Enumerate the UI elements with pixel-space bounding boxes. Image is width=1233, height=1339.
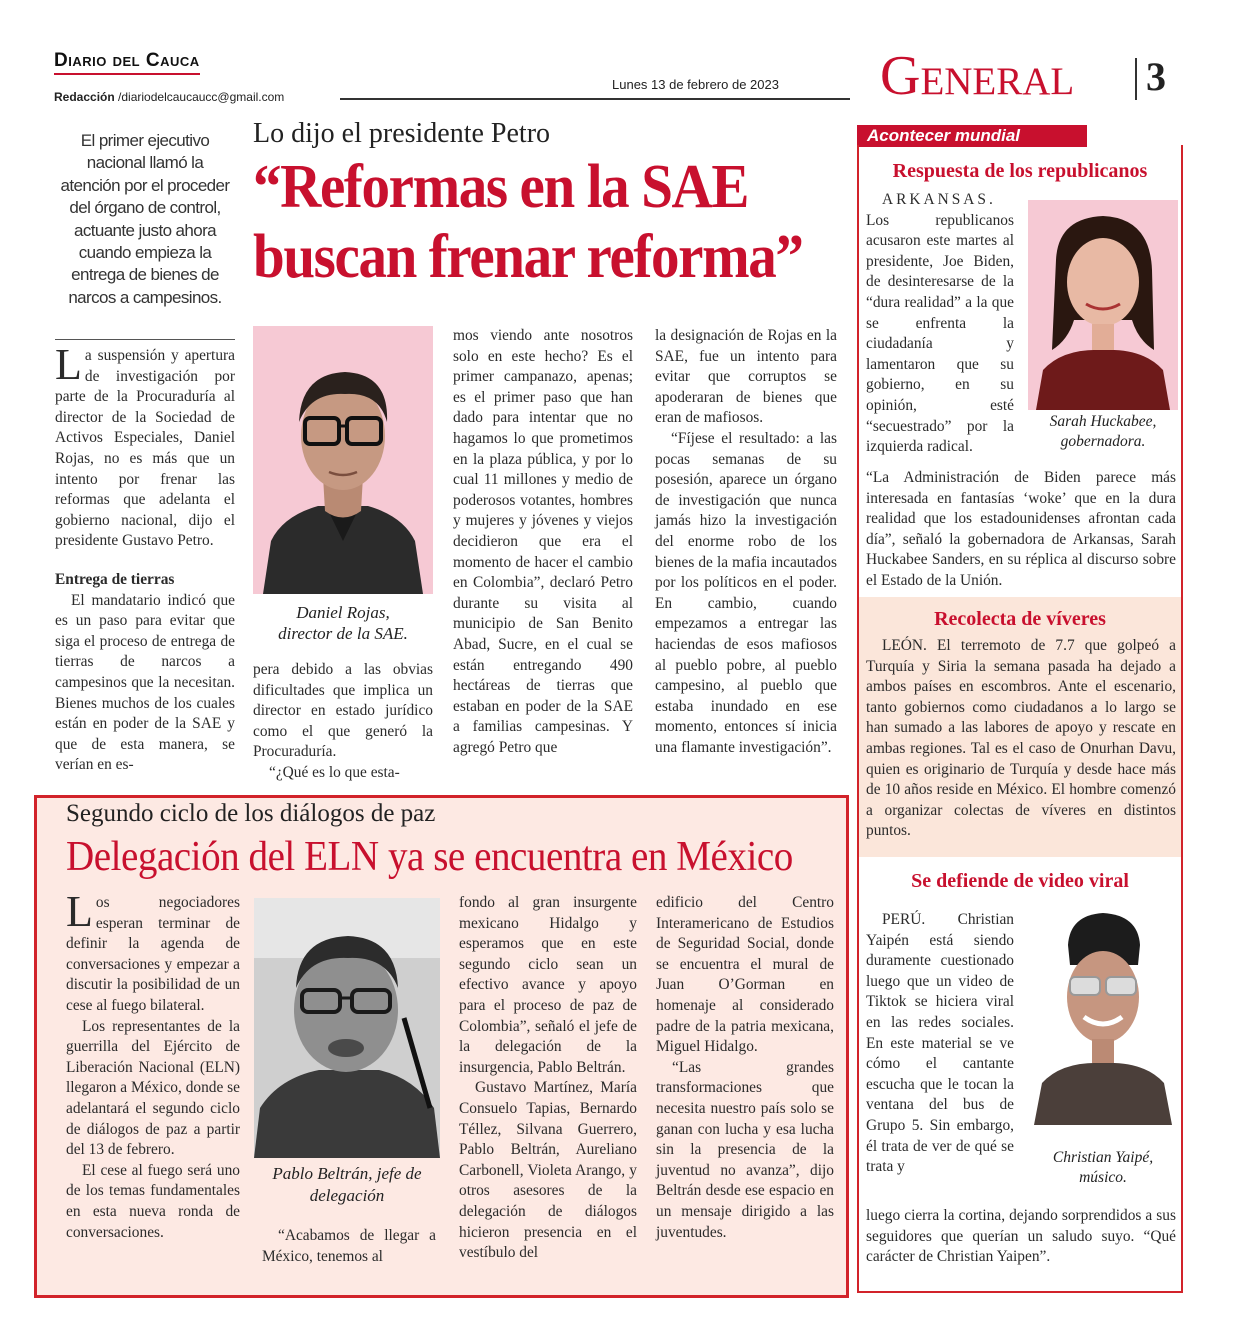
section-divider xyxy=(1135,58,1137,100)
section-name: General xyxy=(880,45,1075,107)
lead-paragraph-4: “¿Qué es lo que esta- xyxy=(269,763,400,781)
story3-title: Se defiende de video viral xyxy=(911,870,1129,892)
redaccion-line xyxy=(54,90,284,104)
story3-paragraph-2: luego cierra la cortina, dejando sorprendidos a sus seguidores que querían un saludo suyo. “Qué carácter de Christian Yaipen”. xyxy=(866,1207,1176,1266)
lead-kicker: Lo dijo el presidente Petro xyxy=(253,118,551,149)
story1-paragraph-1: Los republicanos acusaron este martes al presidente, Joe Biden, de desinteresarse de la “dura realidad” a la que se enfrenta la ciudadanía y lamentaron que su gobierno, en su opinión, esté “secuestrado” por la izquierda radical. xyxy=(866,211,1014,456)
eln-paragraph-1: Los negociadores esperan terminar de definir la agenda de conversaciones y empezar a discutir la posibilidad de un cese al fuego bilateral. xyxy=(66,887,240,1014)
lead-summary-rule xyxy=(55,339,235,340)
story1-title: Respuesta de los republicanos xyxy=(892,160,1148,182)
caption-line-2: gobernadora. xyxy=(1060,433,1146,450)
eln-kicker: Segundo ciclo de los diálogos de paz xyxy=(66,800,436,827)
lead-column-4 xyxy=(655,326,837,758)
story3-paragraph-1: PERÚ. Christian Yaipén está siendo duramente cuestionado luego que un video de Tiktok se hiciera viral en las redes sociales. En este material se ve cómo el cantante escucha que le tocan la ventana del bus de Grupo 5. Sin embargo, él trata de ver de qué se trata y xyxy=(866,911,1014,1176)
lead-paragraph-1: La suspensión y apertura de investigación por parte de la Procuraduría al director de la Sociedad de Activos Especiales, Daniel Rojas, no es más que un intento por frenar las reformas que adelanta el gobierno nacional, dijo el presidente Gustavo Petro. xyxy=(55,340,235,550)
masthead xyxy=(0,0,1233,110)
story1-left-column xyxy=(866,190,1014,458)
eln-paragraph-5: fondo al gran insurgente mexicano Hidalgo y esperamos que en este segundo ciclo sean un efectivo avance y apoyo para el proceso de paz de Colombia”, señaló el jefe de la delegación de la insurgencia, Pablo Beltrán. xyxy=(459,894,637,1076)
redaccion-label: Redacción xyxy=(54,90,115,104)
page-number: 3 xyxy=(1146,54,1166,99)
caption-line-1: Pablo Beltrán, jefe de xyxy=(272,1164,422,1183)
eln-column-3 xyxy=(459,893,637,1264)
eln-paragraph-6: Gustavo Martínez, María Consuelo Tapias, Bernardo Téllez, Silvana Guerrero, Pablo Beltrán, Aureliano Carbonell, Violeta Arango, y otros asesores de la delegación de diálogos hicieron presencia en el vestíbulo del xyxy=(459,1079,637,1262)
portrait-illustration xyxy=(253,326,433,594)
lead-headline-line2: buscan frenar reforma” xyxy=(253,223,803,291)
eln-paragraph-4: “Acabamos de llegar a México, tenemos al xyxy=(262,1227,436,1265)
eln-headline: Delegación del ELN ya se encuentra en México xyxy=(66,834,793,880)
pablo-beltran-photo xyxy=(254,898,440,1158)
lead-paragraph-5: mos viendo ante nosotros solo en este hecho? Es el primer campanazo, apenas; es el primer paso que han dado para intentar que no hagamos lo que prometimos en la plaza pública, y por lo cual 11 millones y medio de poderosos votantes, hombres y mujeres y jóvenes y viejos decidieron que era el momento de hacer el cambio en Colombia”, declaró Petro durante su visita al municipio de San Benito Abad, Sucre, en el cual se están entregando 490 hectáreas de tierras que estaban en poder de la SAE a familias campesinas. Y agregó Petro que xyxy=(453,327,633,756)
caption-line-2: director de la SAE. xyxy=(278,624,408,643)
lead-summary: El primer ejecutivo nacional llamó la atención por el proceder del órgano de control, actuante justo ahora cuando empieza la entrega de bienes de narcos a campesinos. xyxy=(60,131,230,307)
issue-date: Lunes 13 de febrero de 2023 xyxy=(612,77,779,92)
christian-yaipen-caption xyxy=(1028,1148,1178,1188)
eln-column-4 xyxy=(656,893,834,1243)
caption-line-2: músico. xyxy=(1079,1169,1127,1186)
eln-paragraph-8: “Las grandes transformaciones que necesita nuestro país solo se ganan con lucha y esa lucha sin la presencia de la juventud no avanza”, dijo Beltrán desde ese espacio en un mensaje dirigido a las juventudes. xyxy=(656,1058,834,1241)
lead-column-2 xyxy=(253,660,433,784)
eln-column-2 xyxy=(262,1226,436,1267)
caption-line-1: Daniel Rojas, xyxy=(296,603,390,622)
lead-paragraph-7: “Fíjese el resultado: a las pocas semanas de su posesión, aparece un órgano de investigación que nunca jamás hizo la investigación del enorme robo de los bienes de la mafia incautados por los políticos en el poder. En cambio, cuando empezamos a entregar las haciendas de esos mafiosos al pueblo pobre, al pueblo campesino, al pueblo que estaba inundado en ese momento, entonces sí inicia una flamante investigación”. xyxy=(655,429,837,756)
eln-paragraph-7: edificio del Centro Interamericano de Estudios de Seguridad Social, donde se encuentra el mural de Juan O’Gorman en homenaje al considerado padre de la patria mexicana, Miguel Hidalgo. xyxy=(656,894,834,1056)
daniel-rojas-caption xyxy=(253,602,433,644)
pablo-beltran-caption xyxy=(254,1163,440,1207)
story2-title: Recolecta de víveres xyxy=(934,608,1106,630)
eln-paragraph-3: El cese al fuego será uno de los temas fundamentales en esta nueva ronda de conversaciones. xyxy=(66,1161,240,1241)
sidebar-tag: Acontecer mundial xyxy=(857,125,1087,147)
caption-line-1: Christian Yaipé, xyxy=(1052,1149,1154,1166)
newspaper-logo: Diario del Cauca xyxy=(54,50,200,75)
lead-paragraph-6: la designación de Rojas en la SAE, fue un intento para evitar que corruptos se apoderaran de bienes que eran de mafiosos. xyxy=(655,327,837,427)
story2-column xyxy=(866,636,1176,842)
sarah-huckabee-caption xyxy=(1028,412,1178,452)
eln-column-1 xyxy=(66,887,240,1243)
caption-line-1: Sarah Huckabee, xyxy=(1049,413,1157,430)
lead-column-3 xyxy=(453,326,633,758)
daniel-rojas-photo xyxy=(253,326,433,594)
christian-yaipen-photo xyxy=(1028,905,1178,1125)
redaccion-email: /diariodelcaucaucc@gmail.com xyxy=(118,90,285,104)
lead-subhead: Entrega de tierras xyxy=(55,570,175,588)
lead-paragraph-2: El mandatario indicó que es un paso para evitar que siga el proceso de entrega de tierras de narcos a campesinos que la necesitan. Bienes muchos de los cuales están en poder de la SAE y que de esta manera, se verían en es- xyxy=(55,591,235,774)
sarah-huckabee-photo xyxy=(1028,200,1178,410)
eln-paragraph-2: Los representantes de la guerrilla del Ejército de Liberación Nacional (ELN) llegaron a México, donde se adelantará el segundo ciclo de diálogos de paz a partir del 13 de febrero. xyxy=(66,1017,240,1159)
lead-column-1 xyxy=(55,340,235,776)
portrait-illustration xyxy=(1028,905,1178,1125)
portrait-illustration xyxy=(1028,200,1178,410)
story3-left-column xyxy=(866,910,1014,1178)
story1-full-column xyxy=(866,468,1176,592)
story1-dateline: ARKANSAS. xyxy=(882,191,996,208)
lead-paragraph-3: pera debido a las obvias dificultades que implica un director en estado jurídico como el que generó la Procuraduría. xyxy=(253,661,433,761)
lead-headline-line1: “Reformas en la SAE xyxy=(253,153,749,221)
story2-paragraph-1: LEÓN. El terremoto de 7.7 que golpeó a Turquía y Siria la semana pasada ha dejado a ambos países en escombros. Ante el escenario, tanto gobiernos como ciudadanos a lo largo se han sumado a las labores de apoyo y rescate en ambas regiones. Tal es el caso de Onurhan Davu, quien es originario de Turquía y desde hace más de 10 años reside en México. El hombre comenzó a organizar colectas de víveres en distintos puntos. xyxy=(866,637,1176,840)
story3-full-column xyxy=(866,1206,1176,1268)
portrait-illustration xyxy=(254,898,440,1158)
lead-headline xyxy=(253,152,803,292)
story1-paragraph-2: “La Administración de Biden parece más interesada en fantasías ‘woke’ que en la dura realidad que los estadounidenses afrontan cada día”, señaló la gobernadora de Arkansas, Sarah Huckabee Sanders, en su réplica al discurso sobre el Estado de la Unión. xyxy=(866,469,1176,589)
caption-line-2: delegación xyxy=(309,1186,385,1205)
header-rule xyxy=(340,98,850,100)
